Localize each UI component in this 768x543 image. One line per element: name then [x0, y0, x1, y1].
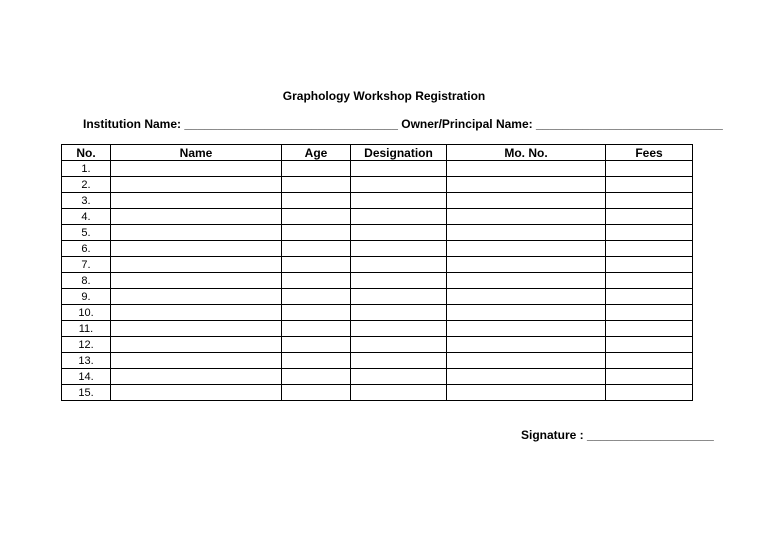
- fees-cell[interactable]: [606, 257, 693, 273]
- age-cell[interactable]: [282, 385, 351, 401]
- age-cell[interactable]: [282, 193, 351, 209]
- fees-cell[interactable]: [606, 161, 693, 177]
- document-title: Graphology Workshop Registration: [282, 89, 486, 103]
- table-row: [62, 385, 693, 401]
- table-row: [62, 177, 693, 193]
- signature-line: [521, 428, 714, 442]
- fees-cell[interactable]: [606, 225, 693, 241]
- name-cell[interactable]: [111, 273, 282, 289]
- fees-cell[interactable]: [606, 193, 693, 209]
- mobile-no-cell[interactable]: [447, 209, 606, 225]
- table-row: [62, 305, 693, 321]
- age-cell[interactable]: [282, 369, 351, 385]
- row-number: 2.: [62, 177, 111, 193]
- age-cell[interactable]: [282, 289, 351, 305]
- name-cell[interactable]: [111, 369, 282, 385]
- age-cell[interactable]: [282, 257, 351, 273]
- table-body: [62, 161, 693, 401]
- designation-cell[interactable]: [351, 305, 447, 321]
- row-number: 10.: [62, 305, 111, 321]
- owner-principal-name-blank: ____________________________: [535, 117, 723, 131]
- header-fees: Fees: [606, 145, 693, 161]
- row-number: 7.: [62, 257, 111, 273]
- designation-cell[interactable]: [351, 321, 447, 337]
- age-cell[interactable]: [282, 209, 351, 225]
- header-mobile-no: Mo. No.: [447, 145, 606, 161]
- designation-cell[interactable]: [351, 273, 447, 289]
- table-row: [62, 289, 693, 305]
- name-cell[interactable]: [111, 289, 282, 305]
- info-line: [83, 117, 723, 131]
- name-cell[interactable]: [111, 225, 282, 241]
- name-cell[interactable]: [111, 241, 282, 257]
- name-cell[interactable]: [111, 353, 282, 369]
- table-row: [62, 353, 693, 369]
- mobile-no-cell[interactable]: [447, 161, 606, 177]
- fees-cell[interactable]: [606, 305, 693, 321]
- designation-cell[interactable]: [351, 385, 447, 401]
- mobile-no-cell[interactable]: [447, 273, 606, 289]
- fees-cell[interactable]: [606, 241, 693, 257]
- mobile-no-cell[interactable]: [447, 305, 606, 321]
- row-number: 3.: [62, 193, 111, 209]
- designation-cell[interactable]: [351, 369, 447, 385]
- row-number: 6.: [62, 241, 111, 257]
- age-cell[interactable]: [282, 273, 351, 289]
- designation-cell[interactable]: [351, 209, 447, 225]
- table-row: [62, 257, 693, 273]
- mobile-no-cell[interactable]: [447, 257, 606, 273]
- age-cell[interactable]: [282, 225, 351, 241]
- designation-cell[interactable]: [351, 257, 447, 273]
- signature-blank: ___________________: [587, 428, 714, 442]
- row-number: 5.: [62, 225, 111, 241]
- mobile-no-cell[interactable]: [447, 289, 606, 305]
- name-cell[interactable]: [111, 177, 282, 193]
- row-number: 8.: [62, 273, 111, 289]
- mobile-no-cell[interactable]: [447, 369, 606, 385]
- fees-cell[interactable]: [606, 289, 693, 305]
- table-row: [62, 369, 693, 385]
- designation-cell[interactable]: [351, 289, 447, 305]
- fees-cell[interactable]: [606, 385, 693, 401]
- mobile-no-cell[interactable]: [447, 225, 606, 241]
- row-number: 15.: [62, 385, 111, 401]
- table-row: [62, 225, 693, 241]
- header-no: No.: [62, 145, 111, 161]
- row-number: 11.: [62, 321, 111, 337]
- row-number: 9.: [62, 289, 111, 305]
- fees-cell[interactable]: [606, 177, 693, 193]
- designation-cell[interactable]: [351, 241, 447, 257]
- designation-cell[interactable]: [351, 337, 447, 353]
- table-header-row: [62, 145, 693, 161]
- name-cell[interactable]: [111, 257, 282, 273]
- age-cell[interactable]: [282, 161, 351, 177]
- row-number: 13.: [62, 353, 111, 369]
- age-cell[interactable]: [282, 241, 351, 257]
- table-row: [62, 241, 693, 257]
- row-number: 1.: [62, 161, 111, 177]
- table-row: [62, 209, 693, 225]
- fees-cell[interactable]: [606, 337, 693, 353]
- mobile-no-cell[interactable]: [447, 241, 606, 257]
- designation-cell[interactable]: [351, 193, 447, 209]
- age-cell[interactable]: [282, 305, 351, 321]
- name-cell[interactable]: [111, 161, 282, 177]
- registration-table: [61, 144, 693, 401]
- header-age: Age: [282, 145, 351, 161]
- row-number: 12.: [62, 337, 111, 353]
- designation-cell[interactable]: [351, 161, 447, 177]
- mobile-no-cell[interactable]: [447, 193, 606, 209]
- row-number: 4.: [62, 209, 111, 225]
- table-row: [62, 193, 693, 209]
- designation-cell[interactable]: [351, 225, 447, 241]
- table-row: [62, 337, 693, 353]
- owner-principal-name-label: Owner/Principal Name:: [401, 117, 533, 131]
- header-designation: Designation: [351, 145, 447, 161]
- mobile-no-cell[interactable]: [447, 353, 606, 369]
- fees-cell[interactable]: [606, 353, 693, 369]
- header-name: Name: [111, 145, 282, 161]
- table-row: [62, 273, 693, 289]
- fees-cell[interactable]: [606, 273, 693, 289]
- age-cell[interactable]: [282, 321, 351, 337]
- designation-cell[interactable]: [351, 353, 447, 369]
- name-cell[interactable]: [111, 321, 282, 337]
- name-cell[interactable]: [111, 337, 282, 353]
- fees-cell[interactable]: [606, 369, 693, 385]
- mobile-no-cell[interactable]: [447, 177, 606, 193]
- institution-name-blank: ________________________________: [184, 117, 398, 131]
- table-row: [62, 321, 693, 337]
- mobile-no-cell[interactable]: [447, 337, 606, 353]
- institution-name-label: Institution Name:: [83, 117, 181, 131]
- row-number: 14.: [62, 369, 111, 385]
- table-row: [62, 161, 693, 177]
- mobile-no-cell[interactable]: [447, 321, 606, 337]
- fees-cell[interactable]: [606, 209, 693, 225]
- name-cell[interactable]: [111, 209, 282, 225]
- age-cell[interactable]: [282, 337, 351, 353]
- name-cell[interactable]: [111, 193, 282, 209]
- name-cell[interactable]: [111, 305, 282, 321]
- mobile-no-cell[interactable]: [447, 385, 606, 401]
- fees-cell[interactable]: [606, 321, 693, 337]
- age-cell[interactable]: [282, 177, 351, 193]
- signature-label: Signature :: [521, 428, 584, 442]
- designation-cell[interactable]: [351, 177, 447, 193]
- name-cell[interactable]: [111, 385, 282, 401]
- age-cell[interactable]: [282, 353, 351, 369]
